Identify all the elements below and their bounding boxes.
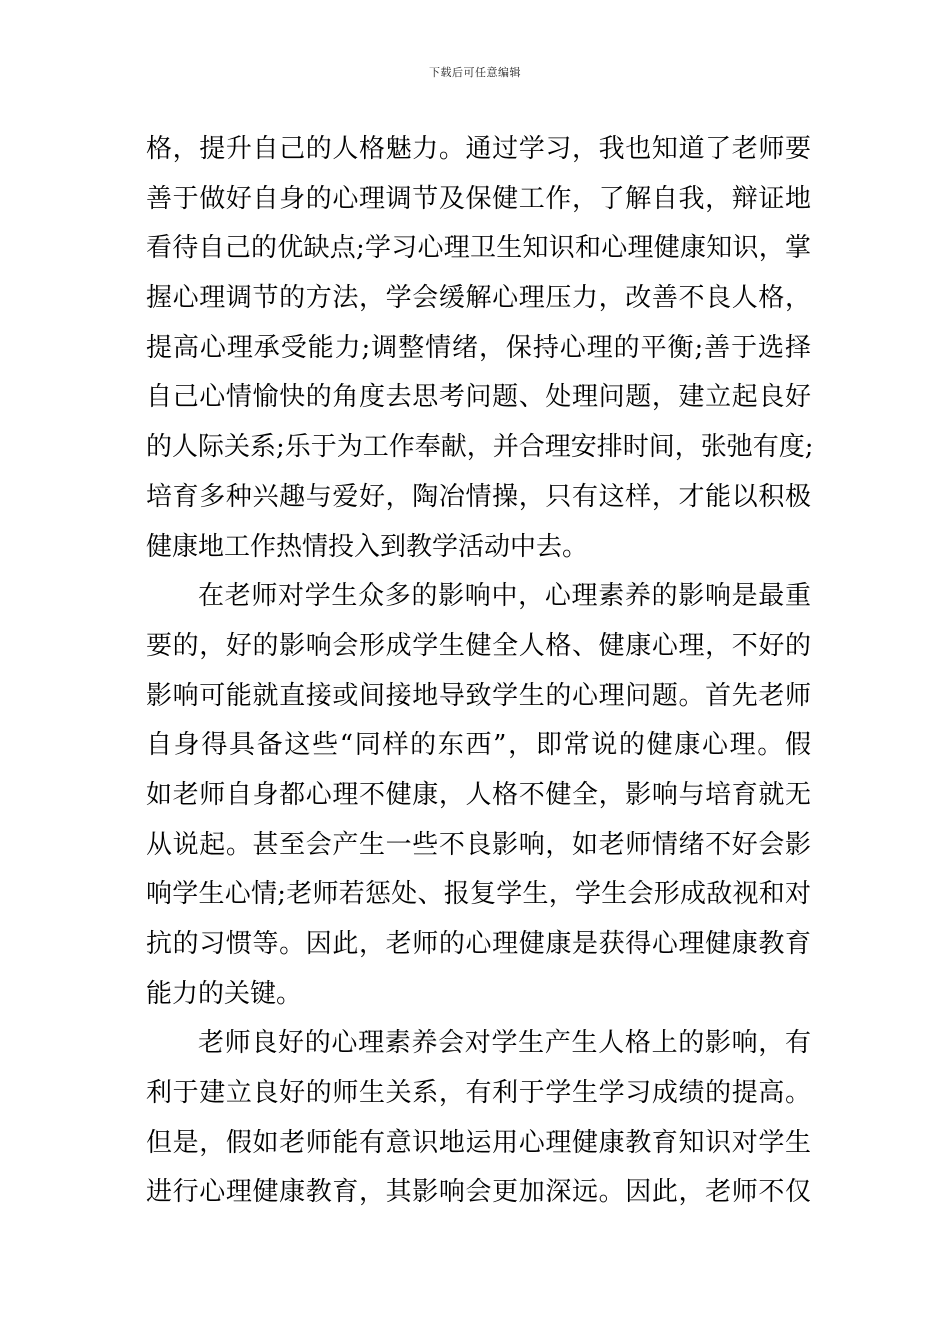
text-line: 看待自己的优缺点;学习心理卫生知识和心理健康知识，掌 — [146, 233, 811, 264]
text-line: 自身得具备这些“同样的东西”，即常说的健康心理。假 — [146, 730, 811, 761]
text-line: 老师良好的心理素养会对学生产生人格上的影响，有 — [198, 1028, 811, 1059]
text-line: 自己心情愉快的角度去思考问题、处理问题，建立起良好 — [146, 382, 811, 413]
text-line: 能力的关键。 — [146, 978, 303, 1009]
text-line: 但是，假如老师能有意识地运用心理健康教育知识对学生 — [146, 1127, 811, 1158]
text-line: 进行心理健康教育，其影响会更加深远。因此，老师不仅 — [146, 1177, 811, 1208]
text-line: 提高心理承受能力;调整情绪，保持心理的平衡;善于选择 — [146, 332, 811, 363]
page-header: 下载后可任意编辑 — [429, 66, 521, 79]
text-line: 响学生心情;老师若惩处、报复学生，学生会形成敌视和对 — [146, 879, 811, 910]
text-line: 格，提升自己的人格魅力。通过学习，我也知道了老师要 — [146, 134, 811, 164]
text-line: 影响可能就直接或间接地导致学生的心理问题。首先老师 — [146, 680, 811, 711]
text-line: 如老师自身都心理不健康，人格不健全，影响与培育就无 — [146, 779, 811, 810]
text-line: 抗的习惯等。因此，老师的心理健康是获得心理健康教育 — [146, 929, 811, 959]
text-line: 在老师对学生众多的影响中，心理素养的影响是最重 — [198, 581, 811, 612]
text-line: 健康地工作热情投入到教学活动中去。 — [146, 531, 589, 562]
text-line: 的人际关系;乐于为工作奉献，并合理安排时间，张弛有度; — [146, 432, 814, 463]
text-line: 握心理调节的方法，学会缓解心理压力，改善不良人格， — [146, 283, 811, 314]
body-text — [146, 125, 814, 1218]
text-line: 要的，好的影响会形成学生健全人格、健康心理，不好的 — [146, 630, 811, 661]
text-line: 从说起。甚至会产生一些不良影响，如老师情绪不好会影 — [146, 829, 811, 860]
text-line: 利于建立良好的师生关系，有利于学生学习成绩的提高。 — [146, 1078, 811, 1109]
text-line: 善于做好自身的心理调节及保健工作，了解自我，辩证地 — [146, 183, 811, 214]
text-line: 培育多种兴趣与爱好，陶冶情操，只有这样，才能以积极 — [146, 481, 811, 512]
